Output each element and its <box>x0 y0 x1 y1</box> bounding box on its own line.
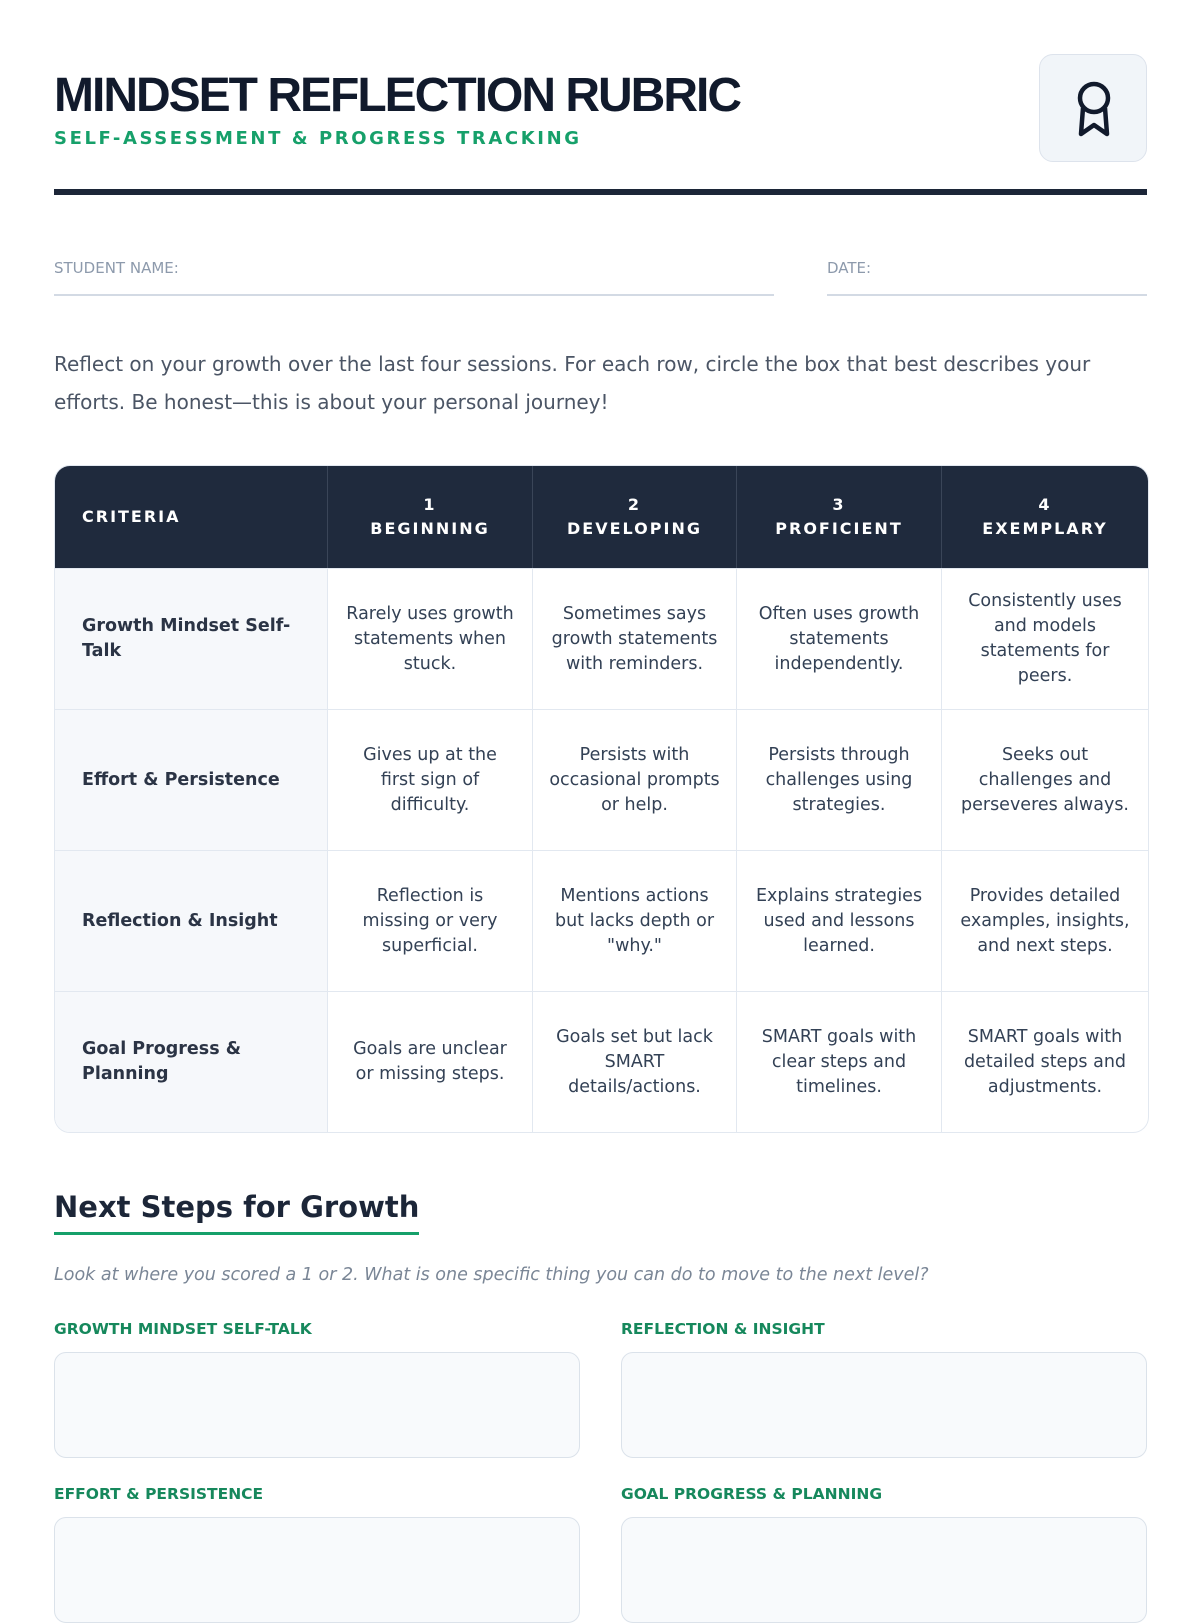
student-name-field[interactable] <box>54 258 774 296</box>
level-header <box>941 466 1148 568</box>
page-subtitle: SELF-ASSESSMENT & PROGRESS TRACKING <box>54 128 582 149</box>
growth-plan-input[interactable] <box>621 1352 1147 1458</box>
award-ribbon-icon <box>1074 81 1114 139</box>
rubric-cell[interactable]: Mentions actions but lacks depth or "why." <box>532 850 736 991</box>
level-header <box>327 466 532 568</box>
table-row <box>55 850 1148 991</box>
growth-plan-effort <box>54 1485 580 1623</box>
growth-plan-label: REFLECTION & INSIGHT <box>621 1320 825 1338</box>
growth-plan-label: GOAL PROGRESS & PLANNING <box>621 1485 883 1503</box>
criterion-cell: Reflection & Insight <box>55 850 327 991</box>
intro-text: Reflect on your growth over the last four sessions. For each row, circle the box that best describes your efforts. Be honest—this is about your personal journey! <box>54 352 1091 414</box>
level-number: 4 <box>1038 495 1052 514</box>
rubric-cell[interactable]: Persists with occasional prompts or help. <box>532 709 736 850</box>
level-name: BEGINNING <box>370 519 490 538</box>
rubric-cell[interactable]: Reflection is missing or very superficial. <box>327 850 532 991</box>
growth-plan-self-talk <box>54 1320 580 1458</box>
level-number: 3 <box>832 495 846 514</box>
growth-plan-label: GROWTH MINDSET SELF-TALK <box>54 1320 312 1338</box>
page-title: MINDSET REFLECTION RUBRIC <box>54 69 740 122</box>
date-field[interactable] <box>827 258 1147 296</box>
level-name: EXEMPLARY <box>982 519 1108 538</box>
rubric-table <box>54 465 1149 1133</box>
level-name: PROFICIENT <box>775 519 903 538</box>
criterion-cell: Goal Progress & Planning <box>55 991 327 1132</box>
rubric-cell[interactable]: SMART goals with clear steps and timelines. <box>736 991 941 1132</box>
level-number: 1 <box>423 495 437 514</box>
student-name-label: STUDENT NAME: <box>54 259 179 277</box>
table-row <box>55 991 1148 1132</box>
rubric-cell[interactable]: Consistently uses and models statements for peers. <box>941 568 1148 709</box>
criteria-header: CRITERIA <box>55 466 327 568</box>
table-row <box>55 709 1148 850</box>
growth-plan-input[interactable] <box>54 1352 580 1458</box>
rubric-cell[interactable]: Often uses growth statements independently. <box>736 568 941 709</box>
level-header <box>532 466 736 568</box>
rubric-cell[interactable]: Provides detailed examples, insights, and next steps. <box>941 850 1148 991</box>
rubric-cell[interactable]: Persists through challenges using strategies. <box>736 709 941 850</box>
next-steps-title: Next Steps for Growth <box>54 1190 419 1235</box>
next-steps-prompt: Look at where you scored a 1 or 2. What is one specific thing you can do to move to the next level? <box>54 1265 929 1285</box>
rubric-cell[interactable]: SMART goals with detailed steps and adjustments. <box>941 991 1148 1132</box>
award-badge <box>1039 54 1147 162</box>
rubric-cell[interactable]: Seeks out challenges and perseveres always. <box>941 709 1148 850</box>
rubric-cell[interactable]: Rarely uses growth statements when stuck. <box>327 568 532 709</box>
rubric-header-row <box>55 466 1148 568</box>
rubric-cell[interactable]: Goals set but lack SMART details/actions. <box>532 991 736 1132</box>
criterion-cell: Effort & Persistence <box>55 709 327 850</box>
growth-plan-goals <box>621 1485 1147 1623</box>
date-label: DATE: <box>827 259 872 277</box>
rubric-cell[interactable]: Goals are unclear or missing steps. <box>327 991 532 1132</box>
growth-plan-reflection <box>621 1320 1147 1458</box>
level-header <box>736 466 941 568</box>
rubric-cell[interactable]: Gives up at the first sign of difficulty. <box>327 709 532 850</box>
level-name: DEVELOPING <box>567 519 702 538</box>
table-row <box>55 568 1148 709</box>
rubric-cell[interactable]: Explains strategies used and lessons learned. <box>736 850 941 991</box>
header-divider <box>54 189 1147 195</box>
growth-plan-label: EFFORT & PERSISTENCE <box>54 1485 264 1503</box>
growth-plan-input[interactable] <box>54 1517 580 1623</box>
growth-plan-input[interactable] <box>621 1517 1147 1623</box>
criterion-cell: Growth Mindset Self-Talk <box>55 568 327 709</box>
rubric-cell[interactable]: Sometimes says growth statements with reminders. <box>532 568 736 709</box>
level-number: 2 <box>627 495 642 514</box>
